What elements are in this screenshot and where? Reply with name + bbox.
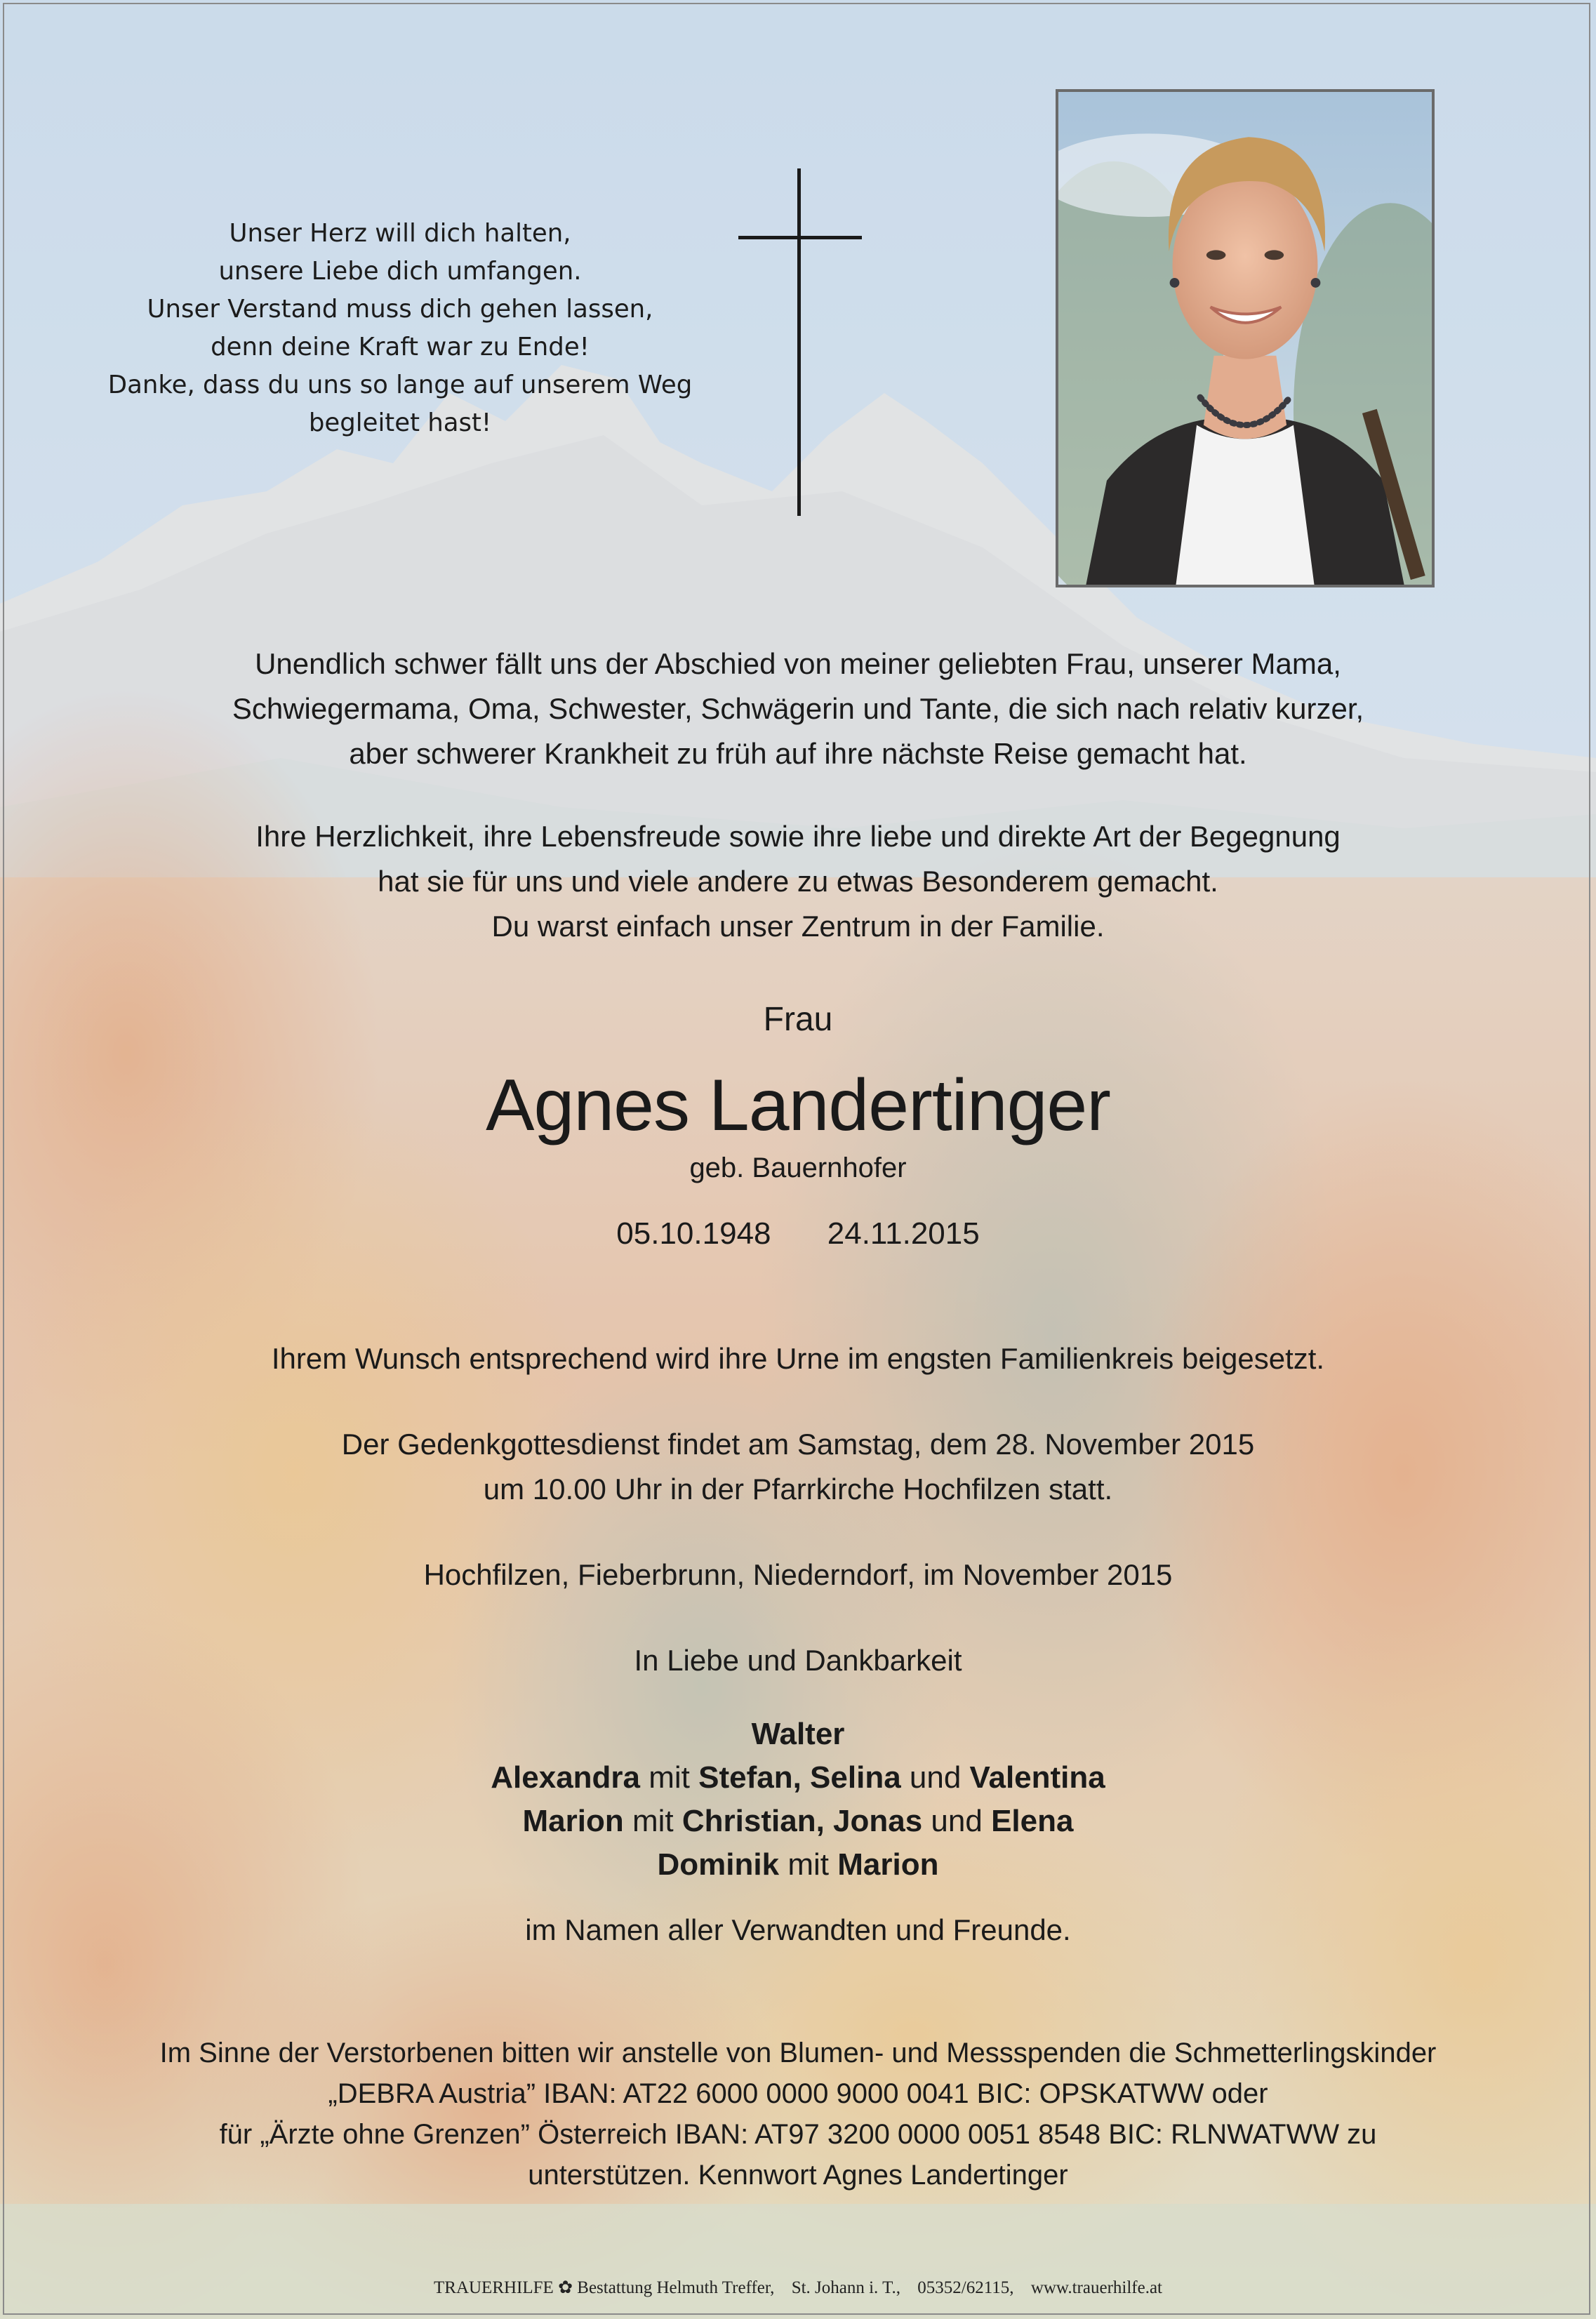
urn-note: Ihrem Wunsch entsprechend wird ihre Urne im engsten Familienkreis beigesetzt. (271, 1342, 1325, 1375)
text-line: Im Sinne der Verstorbenen bitten wir anstelle von Blumen- und Messspenden die Schmetterlingskinder (159, 2038, 1437, 2068)
family-name: Walter (751, 1717, 845, 1751)
footer-phone: 05352/62115, (917, 2278, 1014, 2297)
poem-line: Unser Herz will dich halten, (229, 219, 571, 248)
portrait-photo (1056, 89, 1435, 587)
funeral-home-footer (0, 2277, 1596, 2298)
family-name: Alexandra (491, 1760, 641, 1795)
closing-phrase: In Liebe und Dankbarkeit (634, 1644, 962, 1677)
footer-company: Bestattung Helmuth Treffer, (577, 2278, 775, 2297)
salutation: Frau (763, 1001, 833, 1038)
text-line: Der Gedenkgottesdienst findet am Samstag, dem 28. November 2015 (341, 1428, 1255, 1461)
death-date: 24.11.2015 (827, 1216, 980, 1251)
place-and-date: Hochfilzen, Fieberbrunn, Niederndorf, im November 2015 (423, 1558, 1173, 1591)
connector: mit (640, 1760, 699, 1795)
poem-line: denn deine Kraft war zu Ende! (211, 333, 590, 361)
relatives-line: im Namen aller Verwandten und Freunde. (525, 1913, 1071, 1946)
footer-brand: TRAUERHILFE (434, 2278, 554, 2297)
tribute-paragraph (0, 814, 1596, 949)
poem-line: unsere Liebe dich umfangen. (218, 257, 582, 286)
text-line: unterstützen. Kennwort Agnes Landertinger (528, 2160, 1068, 2191)
family-line (0, 1756, 1596, 1800)
poem-line: begleitet hast! (308, 408, 492, 437)
family-name: Marion (837, 1847, 939, 1882)
life-dates (0, 1214, 1596, 1254)
family-name: Marion (522, 1804, 624, 1838)
text-line: Du warst einfach unser Zentrum in der Familie. (491, 910, 1105, 943)
deceased-name: Agnes Landertinger (486, 1065, 1110, 1146)
intro-paragraph (0, 642, 1596, 776)
connector: mit (623, 1804, 682, 1838)
text-line: für „Ärzte ohne Grenzen” Österreich IBAN: AT97 3200 0000 0051 8548 BIC: RLNWATWW zu (219, 2119, 1377, 2150)
portrait-illustration (1058, 92, 1432, 585)
service-announcement (0, 1422, 1596, 1512)
family-line (0, 1843, 1596, 1887)
text-line: aber schwerer Krankheit zu früh auf ihre nächste Reise gemacht hat. (349, 737, 1247, 770)
text-line: Unendlich schwer fällt uns der Abschied von meiner geliebten Frau, unserer Mama, (255, 647, 1341, 680)
cross-icon (737, 168, 863, 519)
maiden-name: geb. Bauernhofer (689, 1152, 907, 1183)
memorial-poem (70, 215, 730, 442)
family-name: Stefan, Selina (698, 1760, 901, 1795)
text-line: hat sie für uns und viele andere zu etwas Besonderem gemacht. (378, 865, 1218, 898)
text-line: um 10.00 Uhr in der Pfarrkirche Hochfilzen statt. (483, 1473, 1113, 1506)
family-name: Valentina (969, 1760, 1105, 1795)
poem-line: Unser Verstand muss dich gehen lassen, (147, 295, 653, 324)
poem-line: Danke, dass du uns so lange auf unserem Weg (107, 371, 693, 399)
family-name: Elena (991, 1804, 1074, 1838)
footer-website[interactable]: www.trauerhilfe.at (1030, 2278, 1162, 2297)
family-name: Christian, Jonas (681, 1804, 923, 1838)
family-line (0, 1713, 1596, 1756)
text-line: Schwiegermama, Oma, Schwester, Schwägerin und Tante, die sich nach relativ kurzer, (232, 692, 1364, 725)
donation-request (0, 2033, 1596, 2195)
birth-date: 05.10.1948 (616, 1216, 771, 1251)
connector: und (922, 1804, 992, 1838)
text-line: Ihre Herzlichkeit, ihre Lebensfreude sowie ihre liebe und direkte Art der Begegnung (255, 820, 1341, 853)
family-line (0, 1800, 1596, 1843)
family-signatures (0, 1713, 1596, 1887)
feather-icon: ✿ (558, 2278, 573, 2297)
connector: und (900, 1760, 970, 1795)
family-name: Dominik (657, 1847, 780, 1882)
text-line: „DEBRA Austria” IBAN: AT22 6000 0000 9000 0041 BIC: OPSKATWW oder (328, 2078, 1268, 2109)
connector: mit (779, 1847, 838, 1882)
footer-location: St. Johann i. T., (791, 2278, 901, 2297)
